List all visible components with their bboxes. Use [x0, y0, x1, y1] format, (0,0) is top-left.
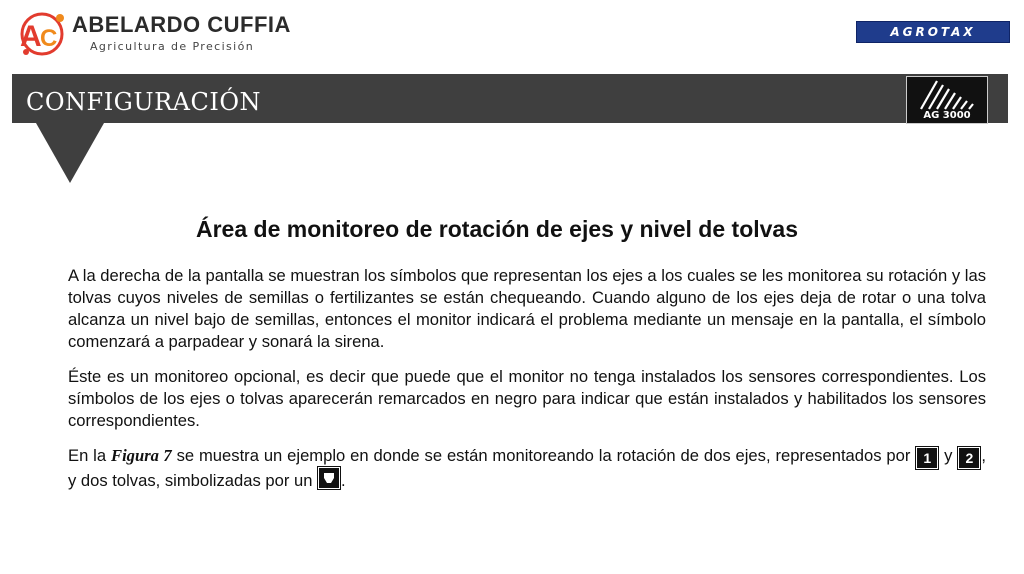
paragraph-1: A la derecha de la pantalla se muestran los símbolos que representan los ejes a los cuales se les monitorea su rotación y las tolvas cuyos niveles de semillas o fertilizantes se están chequeando. Cuando alguno de los ejes deja de rotar o una tolva alcanza un nivel bajo de semillas, entonces el monitor indicará el problema mediante un mensaje en la pantalla, el símbolo comenzará a parpadear y sonará la sirena. [68, 266, 986, 351]
axis-1-symbol: 1 [917, 448, 937, 468]
svg-text:C: C [40, 25, 58, 52]
agrotax-logo: AGROTAX [856, 21, 1010, 43]
ag3000-logo [906, 76, 988, 124]
ac-logo-icon [12, 8, 70, 60]
paragraph-3-part1: En la [68, 446, 111, 465]
paragraph-3-part2: se muestra un ejemplo en donde se están monitoreando la rotación de dos ejes, representados por [171, 446, 916, 465]
ag3000-stripes-icon [907, 77, 987, 111]
paragraph-3-part3: y [939, 446, 958, 465]
brand-name: ABELARDO CUFFIA [72, 12, 291, 37]
paragraph-2: Éste es un monitoreo opcional, es decir que puede que el monitor no tenga instalados los sensores correspondientes. Los símbolos de los ejes o tolvas aparecerán remarcados en negro para indicar que están instalados y habilitados los sensores correspondientes. [68, 367, 986, 430]
svg-text:A: A [20, 20, 42, 53]
document-title: Área de monitoreo de rotación de ejes y nivel de tolvas [195, 216, 799, 242]
paragraph-3-part5: . [341, 471, 346, 490]
hopper-icon [319, 468, 339, 488]
ag3000-label: AG 3000 [923, 110, 971, 121]
section-title: CONFIGURACIÓN [26, 88, 261, 116]
brand-subtitle: Agricultura de Precisión [90, 40, 255, 53]
figure-reference: Figura 7 [111, 446, 172, 465]
section-banner [12, 74, 1008, 123]
paragraph-3 [68, 445, 986, 492]
banner-pointer [36, 123, 104, 183]
axis-2-symbol: 2 [959, 448, 979, 468]
paragraph-3-part4: , y dos tolvas, simbolizadas por un [68, 446, 986, 490]
